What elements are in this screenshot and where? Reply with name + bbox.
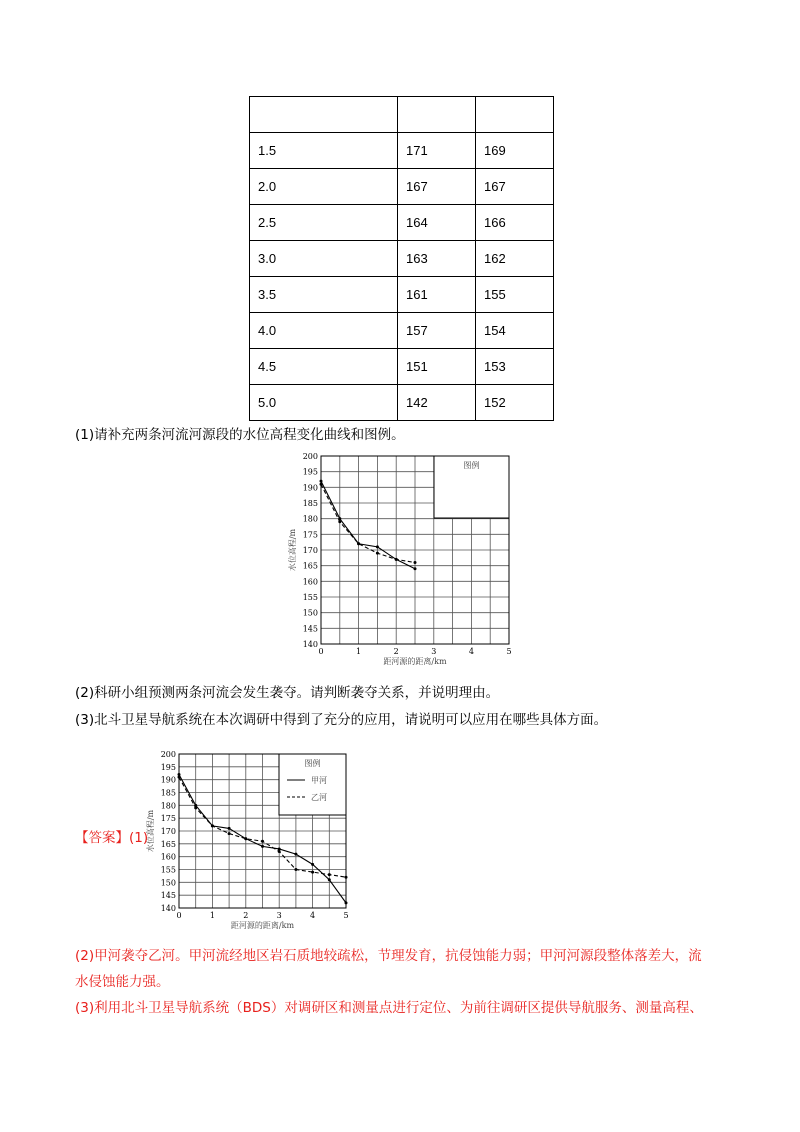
table-cell: 155 bbox=[476, 277, 554, 313]
series-point-1 bbox=[320, 480, 323, 483]
series-point-2 bbox=[338, 520, 341, 523]
answer-2-line-2: 水侵蚀能力强。 bbox=[75, 974, 170, 990]
answer-2-line-1: (2)甲河袭夺乙河。甲河流经地区岩石质地较疏松，节理发育，抗侵蚀能力弱；甲河河源段整体落差大，流 bbox=[75, 948, 702, 964]
y-tick-label: 140 bbox=[302, 640, 318, 649]
y-tick-label: 180 bbox=[160, 801, 176, 811]
series-point-2 bbox=[261, 840, 264, 843]
table-cell: 171 bbox=[398, 133, 476, 169]
y-tick-label: 155 bbox=[160, 865, 176, 875]
y-tick-label: 195 bbox=[160, 762, 176, 772]
y-tick-label: 190 bbox=[160, 775, 176, 785]
legend-title: 图例 bbox=[463, 461, 480, 470]
table-row bbox=[250, 385, 554, 421]
table-cell: 3.0 bbox=[250, 241, 398, 277]
y-tick-label: 180 bbox=[302, 514, 318, 524]
series-point-2 bbox=[211, 824, 214, 827]
y-tick-label: 185 bbox=[302, 499, 318, 508]
table-cell: 151 bbox=[398, 349, 476, 385]
answer-3: (3)利用北斗卫星导航系统（BDS）对调研区和测量点进行定位、为前往调研区提供导航服务、测量高程、 bbox=[75, 1000, 703, 1016]
table-cell: 162 bbox=[476, 241, 554, 277]
series-line-2 bbox=[321, 484, 415, 562]
x-tick-label: 0 bbox=[176, 911, 182, 920]
y-tick-label: 155 bbox=[302, 593, 318, 602]
series-point-1 bbox=[376, 545, 379, 548]
table-cell bbox=[476, 97, 554, 133]
table-cell: 2.5 bbox=[250, 205, 398, 241]
y-tick-label: 200 bbox=[160, 750, 176, 759]
y-tick-label: 200 bbox=[302, 452, 318, 461]
table-cell: 154 bbox=[476, 313, 554, 349]
x-tick-label: 2 bbox=[393, 647, 399, 656]
x-tick-label: 4 bbox=[468, 647, 474, 656]
x-tick-label: 1 bbox=[209, 911, 215, 920]
series-point-1 bbox=[261, 845, 264, 848]
x-axis-title: 距河源的距离/km bbox=[230, 921, 295, 930]
table-cell: 163 bbox=[398, 241, 476, 277]
table-row bbox=[250, 169, 554, 205]
legend-title: 图例 bbox=[304, 759, 321, 768]
y-tick-label: 165 bbox=[302, 561, 318, 571]
series-line-1 bbox=[321, 481, 415, 569]
table-cell bbox=[250, 97, 398, 133]
y-tick-label: 160 bbox=[160, 852, 176, 862]
y-tick-label: 190 bbox=[302, 483, 318, 493]
table-cell: 167 bbox=[398, 169, 476, 205]
series-point-1 bbox=[178, 773, 181, 776]
series-point-1 bbox=[311, 863, 314, 866]
series-point-2 bbox=[376, 552, 379, 555]
legend-entry: 甲河 bbox=[311, 776, 327, 785]
y-tick-label: 145 bbox=[160, 891, 176, 901]
legend-entry: 乙河 bbox=[311, 793, 327, 802]
chart-1-blank-elevation bbox=[285, 450, 525, 675]
table-cell: 152 bbox=[476, 385, 554, 421]
answer-label: 【答案】(1) bbox=[75, 830, 149, 846]
table-cell bbox=[398, 97, 476, 133]
x-tick-label: 4 bbox=[310, 911, 316, 920]
y-tick-label: 165 bbox=[160, 839, 176, 849]
y-tick-label: 150 bbox=[160, 878, 176, 888]
table-row bbox=[250, 313, 554, 349]
series-point-1 bbox=[278, 847, 281, 850]
series-point-2 bbox=[395, 558, 398, 561]
x-tick-label: 3 bbox=[431, 647, 437, 656]
table-cell: 169 bbox=[476, 133, 554, 169]
series-point-1 bbox=[228, 827, 231, 830]
table-cell: 4.5 bbox=[250, 349, 398, 385]
table-cell: 3.5 bbox=[250, 277, 398, 313]
y-tick-label: 175 bbox=[160, 814, 176, 824]
series-point-2 bbox=[345, 876, 348, 879]
series-point-2 bbox=[357, 542, 360, 545]
y-tick-label: 195 bbox=[302, 467, 318, 477]
y-tick-label: 150 bbox=[302, 608, 318, 618]
series-point-1 bbox=[414, 567, 417, 570]
series-point-1 bbox=[328, 878, 331, 881]
table-cell: 1.5 bbox=[250, 133, 398, 169]
table-cell: 5.0 bbox=[250, 385, 398, 421]
series-point-2 bbox=[328, 873, 331, 876]
series-point-2 bbox=[178, 776, 181, 779]
table-cell: 4.0 bbox=[250, 313, 398, 349]
y-tick-label: 170 bbox=[302, 546, 318, 555]
x-tick-label: 5 bbox=[343, 911, 349, 920]
series-point-2 bbox=[414, 561, 417, 564]
table-cell: 161 bbox=[398, 277, 476, 313]
chart-2-answer-elevation bbox=[145, 740, 365, 930]
elevation-table-body bbox=[250, 97, 554, 421]
table-row bbox=[250, 241, 554, 277]
y-tick-label: 145 bbox=[302, 624, 318, 634]
series-point-2 bbox=[228, 832, 231, 835]
x-tick-label: 5 bbox=[506, 647, 512, 656]
table-cell: 164 bbox=[398, 205, 476, 241]
table-row bbox=[250, 97, 554, 133]
table-cell: 2.0 bbox=[250, 169, 398, 205]
series-point-2 bbox=[244, 837, 247, 840]
table-row bbox=[250, 205, 554, 241]
x-axis-title: 距河源的距离/km bbox=[383, 657, 447, 666]
y-axis-title: 水位高程/m bbox=[288, 528, 297, 572]
x-tick-label: 2 bbox=[243, 911, 249, 920]
series-point-2 bbox=[294, 868, 297, 871]
question-2: (2)科研小组预测两条河流会发生袭夺。请判断袭夺关系，并说明理由。 bbox=[75, 685, 500, 701]
question-1: (1)请补充两条河流河源段的水位高程变化曲线和图例。 bbox=[75, 427, 405, 443]
series-point-2 bbox=[320, 483, 323, 486]
table-cell: 142 bbox=[398, 385, 476, 421]
table-cell: 153 bbox=[476, 349, 554, 385]
x-tick-label: 1 bbox=[356, 647, 362, 656]
table-cell: 166 bbox=[476, 205, 554, 241]
series-point-2 bbox=[311, 871, 314, 874]
y-tick-label: 185 bbox=[160, 788, 176, 798]
series-point-2 bbox=[194, 806, 197, 809]
x-tick-label: 0 bbox=[318, 647, 324, 656]
y-tick-label: 170 bbox=[160, 827, 176, 836]
table-cell: 157 bbox=[398, 313, 476, 349]
y-axis-title: 水位高程/m bbox=[146, 809, 155, 853]
series-point-1 bbox=[294, 853, 297, 856]
y-tick-label: 140 bbox=[160, 904, 176, 913]
y-tick-label: 175 bbox=[302, 530, 318, 540]
elevation-table bbox=[249, 96, 554, 421]
x-tick-label: 3 bbox=[276, 911, 282, 920]
question-3: (3)北斗卫星导航系统在本次调研中得到了充分的应用，请说明可以应用在哪些具体方面。 bbox=[75, 712, 608, 728]
table-row bbox=[250, 277, 554, 313]
table-row bbox=[250, 349, 554, 385]
y-tick-label: 160 bbox=[302, 577, 318, 587]
series-point-1 bbox=[345, 901, 348, 904]
table-row bbox=[250, 133, 554, 169]
table-cell: 167 bbox=[476, 169, 554, 205]
series-point-2 bbox=[278, 850, 281, 853]
